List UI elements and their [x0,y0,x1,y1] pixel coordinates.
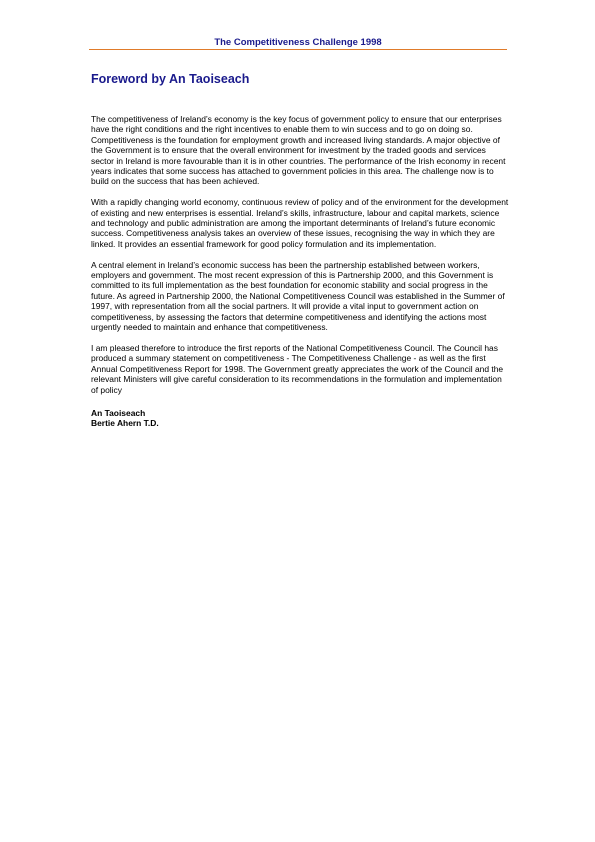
signature-name: Bertie Ahern T.D. [91,418,159,429]
paragraph: A central element in Ireland’s economic success has been the partnership established between workers, employers and government. The most recent expression of this is Partnership 2000, and this Government is committed to its full implementation as the best foundation for economic stability and social progress in the future. As agreed in Partnership 2000, the National Competitiveness Council was established in the Summer of 1997, with representation from all the social partners. It will provide a vital input to government action on competitiveness, by assessing the factors that determine competitiveness and identifying the actions most urgently needed to maintain and enhance that competitiveness. [91,259,505,333]
signature-block [91,408,511,429]
paragraph: The competitiveness of Ireland’s economy is the key focus of government policy to ensure that our enterprises have the right conditions and the right incentives to enable them to win success and to go on doing so. Competitiveness is the foundation for employment growth and increased living standards. A major objective of the Government is to ensure that the overall environment for investment by the traded goods and services sector in Ireland is more favourable than it is in other countries. The performance of the Irish economy in recent years indicates that some success has attached to government policies in this area. The challenge now is to build on the success that has been achieved. [91,114,506,187]
running-header-title: The Competitiveness Challenge 1998 [214,37,382,48]
signature-role: An Taoiseach [91,407,146,418]
page-title: Foreword by An Taoiseach [91,72,250,86]
paragraph: I am pleased therefore to introduce the first reports of the National Competitiveness Council. The Council has produced a summary statement on competitiveness - The Competitiveness Challenge - as well as the first Annual Competitiveness Report for 1998. The Government greatly appreciates the work of the Council and the relevant Ministers will give careful consideration to its recommendations in the formulation and implementation of policy [91,342,504,395]
foreword-body [91,114,511,429]
paragraph: With a rapidly changing world economy, continuous review of policy and of the environment for the development of existing and new enterprises is essential. Ireland’s skills, infrastructure, labour and capital markets, science and technology and public administration are among the important determinants of Ireland’s future economic success. Competitiveness analysis takes an overview of these issues, recognising the way in which they are linked. It provides an essential framework for good policy formulation and its implementation. [91,197,509,249]
header-divider [89,49,507,50]
